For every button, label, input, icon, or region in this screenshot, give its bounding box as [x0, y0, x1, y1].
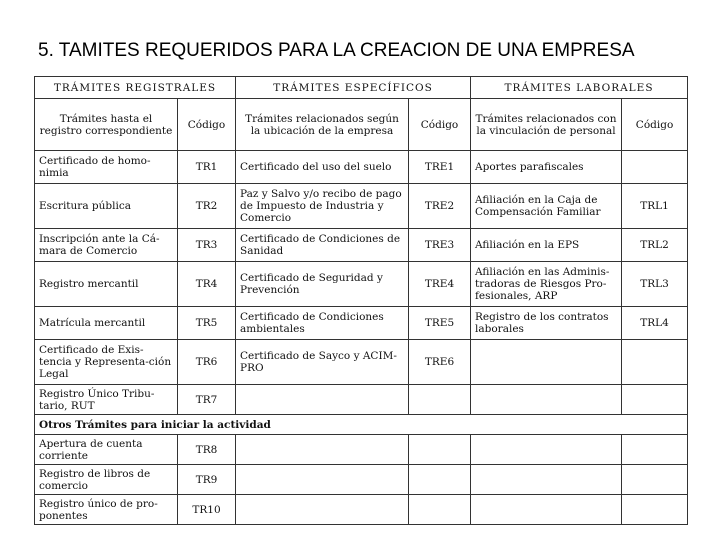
code-cell	[622, 385, 688, 415]
table-row	[35, 495, 688, 525]
empty-cell	[236, 495, 409, 525]
table-row	[35, 435, 688, 465]
empty-cell	[409, 495, 471, 525]
empty-cell	[622, 465, 688, 495]
code-cell: TRE6	[409, 340, 471, 385]
laboral-cell: Afiliación en las Adminis-tradoras de Riesgos Pro-fesionales, ARP	[471, 262, 622, 307]
code-cell: TR7	[178, 385, 236, 415]
code-cell: TRL1	[622, 184, 688, 229]
code-cell	[622, 151, 688, 184]
subheader-codigo: Código	[409, 99, 471, 151]
empty-cell	[409, 465, 471, 495]
registral-cell: Registro de libros de comercio	[35, 465, 178, 495]
laboral-cell	[471, 385, 622, 415]
laboral-cell: Aportes parafiscales	[471, 151, 622, 184]
section-header-row	[35, 77, 688, 99]
empty-cell	[471, 465, 622, 495]
code-cell: TR3	[178, 229, 236, 262]
table-row	[35, 229, 688, 262]
empty-cell	[236, 465, 409, 495]
empty-cell	[622, 495, 688, 525]
especifico-cell: Certificado de Condiciones ambientales	[236, 307, 409, 340]
code-cell: TR5	[178, 307, 236, 340]
empty-cell	[471, 495, 622, 525]
table-row	[35, 340, 688, 385]
subheader-row	[35, 99, 688, 151]
code-cell	[409, 385, 471, 415]
code-cell: TRE1	[409, 151, 471, 184]
page-title: 5. TAMITES REQUERIDOS PARA LA CREACION DE UNA EMPRESA	[38, 40, 635, 61]
especifico-cell: Certificado de Condiciones de Sanidad	[236, 229, 409, 262]
code-cell: TR2	[178, 184, 236, 229]
laboral-cell: Afiliación en la Caja de Compensación Familiar	[471, 184, 622, 229]
code-cell: TRE4	[409, 262, 471, 307]
table-row	[35, 262, 688, 307]
otros-heading: Otros Trámites para iniciar la actividad	[35, 415, 688, 435]
table-row	[35, 465, 688, 495]
subheader-registrales: Trámites hasta el registro correspondiente	[35, 99, 178, 151]
code-cell: TRL4	[622, 307, 688, 340]
subheader-laborales: Trámites relacionados con la vinculación de personal	[471, 99, 622, 151]
registral-cell: Apertura de cuenta corriente	[35, 435, 178, 465]
code-cell: TR1	[178, 151, 236, 184]
registral-cell: Certificado de homo-nimia	[35, 151, 178, 184]
table-row	[35, 151, 688, 184]
subheader-codigo: Código	[178, 99, 236, 151]
especifico-cell: Certificado de Sayco y ACIM-PRO	[236, 340, 409, 385]
table-row	[35, 385, 688, 415]
table-row	[35, 184, 688, 229]
registral-cell: Registro único de pro-ponentes	[35, 495, 178, 525]
code-cell: TR8	[178, 435, 236, 465]
especifico-cell: Certificado de Seguridad y Prevención	[236, 262, 409, 307]
laboral-cell: Registro de los contratos laborales	[471, 307, 622, 340]
especifico-cell: Paz y Salvo y/o recibo de pago de Impuesto de Industria y Comercio	[236, 184, 409, 229]
empty-cell	[471, 435, 622, 465]
code-cell: TR6	[178, 340, 236, 385]
empty-cell	[236, 435, 409, 465]
empty-cell	[622, 435, 688, 465]
registral-cell: Inscripción ante la Cá-mara de Comercio	[35, 229, 178, 262]
registral-cell: Registro mercantil	[35, 262, 178, 307]
laboral-cell	[471, 340, 622, 385]
registral-cell: Certificado de Exis-tencia y Representa-ción Legal	[35, 340, 178, 385]
especifico-cell	[236, 385, 409, 415]
code-cell: TRE2	[409, 184, 471, 229]
code-cell: TR10	[178, 495, 236, 525]
code-cell: TRE5	[409, 307, 471, 340]
subheader-codigo: Código	[622, 99, 688, 151]
code-cell: TR4	[178, 262, 236, 307]
subheader-especificos: Trámites relacionados según la ubicación de la empresa	[236, 99, 409, 151]
section-registrales: TRÁMITES REGISTRALES	[35, 77, 236, 99]
code-cell: TRL2	[622, 229, 688, 262]
otros-heading-row	[35, 415, 688, 435]
empty-cell	[409, 435, 471, 465]
laboral-cell: Afiliación en la EPS	[471, 229, 622, 262]
registral-cell: Matrícula mercantil	[35, 307, 178, 340]
especifico-cell: Certificado del uso del suelo	[236, 151, 409, 184]
table-row	[35, 307, 688, 340]
code-cell: TRL3	[622, 262, 688, 307]
code-cell: TRE3	[409, 229, 471, 262]
registral-cell: Registro Único Tribu-tario, RUT	[35, 385, 178, 415]
code-cell: TR9	[178, 465, 236, 495]
section-laborales: TRÁMITES LABORALES	[471, 77, 688, 99]
section-especificos: TRÁMITES ESPECÍFICOS	[236, 77, 471, 99]
registral-cell: Escritura pública	[35, 184, 178, 229]
code-cell	[622, 340, 688, 385]
tramites-table	[34, 76, 688, 525]
